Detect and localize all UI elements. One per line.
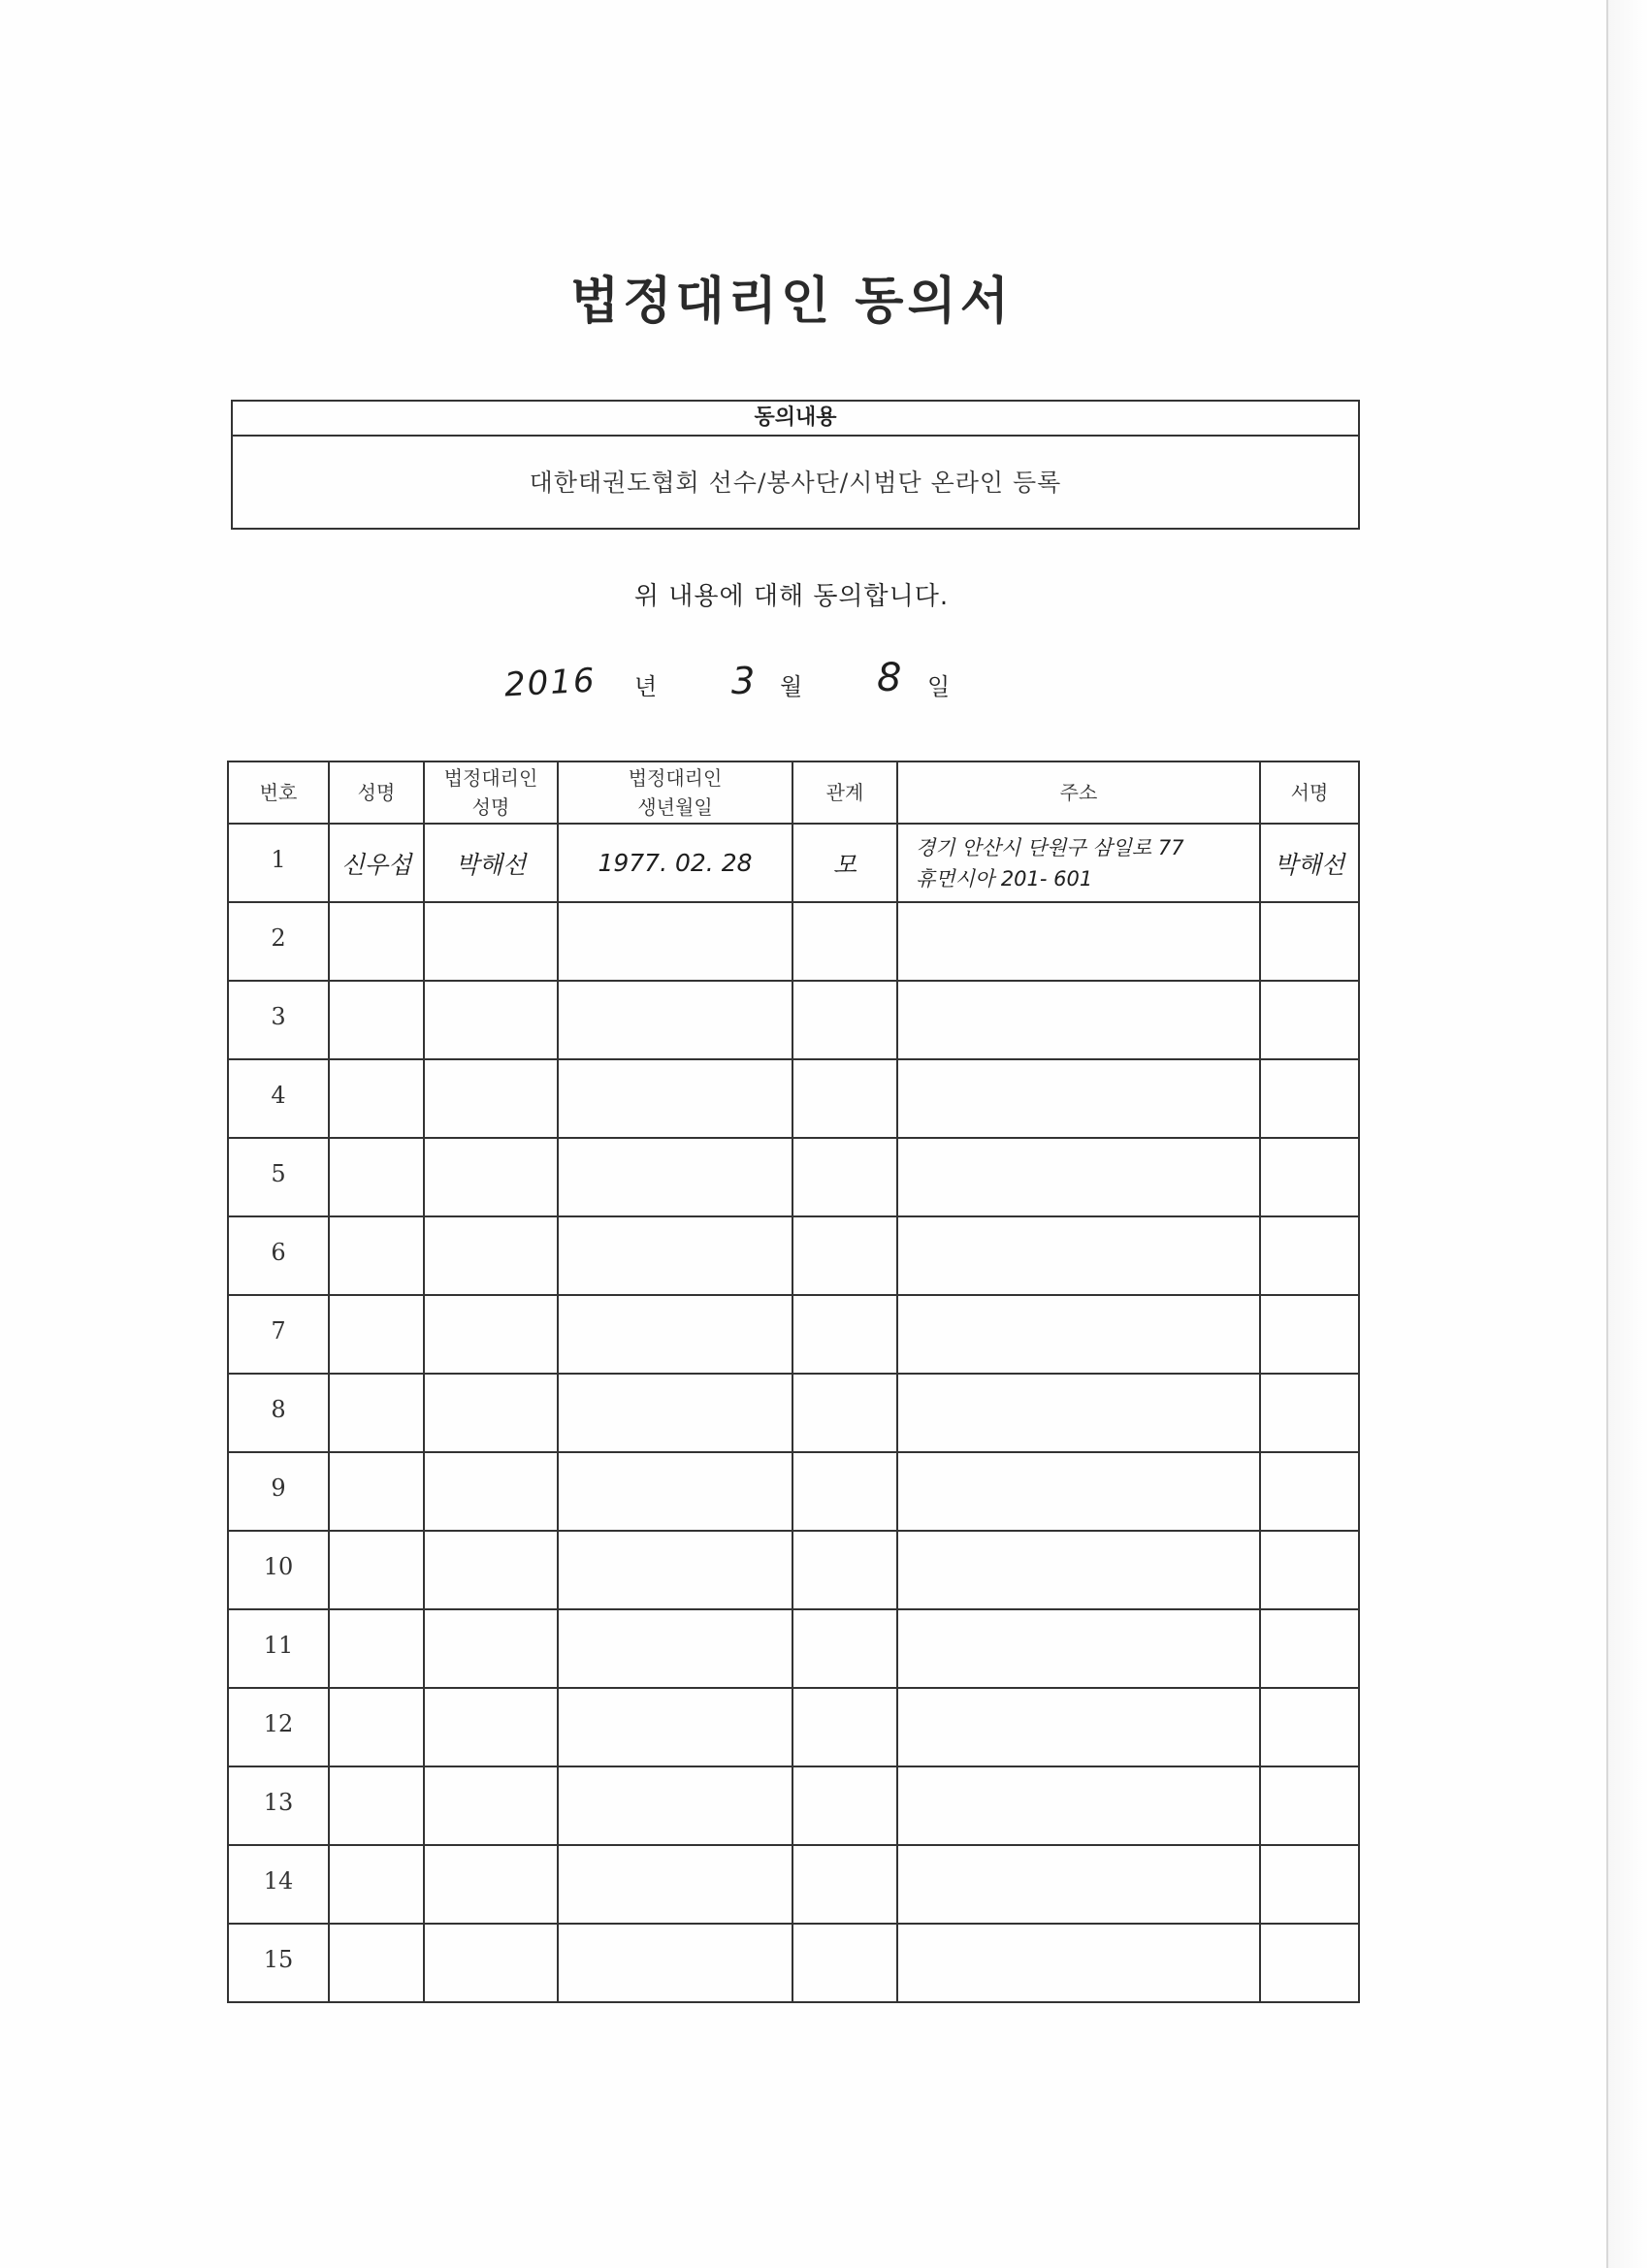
row-address [897, 1216, 1260, 1295]
header-guardian-birth-line1: 법정대리인 [628, 766, 723, 790]
row-relation [792, 981, 897, 1059]
row-relation [792, 1452, 897, 1531]
row-guardian-name-text: 박해선 [455, 850, 527, 879]
row-number: 15 [228, 1924, 329, 2002]
row-guardian-name [424, 1609, 558, 1688]
row-guardian-name [424, 1924, 558, 2002]
row-address-line2: 휴먼시아 201- 601 [916, 866, 1093, 891]
row-name [329, 1216, 424, 1295]
row-address [897, 1609, 1260, 1688]
row-guardian-name [424, 1216, 558, 1295]
date-month-value: 3 [731, 660, 756, 702]
row-signature [1260, 981, 1359, 1059]
row-relation [792, 1138, 897, 1216]
row-address [897, 1295, 1260, 1374]
table-row [228, 1531, 1359, 1609]
row-guardian-birth [558, 1688, 792, 1766]
row-guardian-birth [558, 1295, 792, 1374]
table-row [228, 1059, 1359, 1138]
row-address [897, 1688, 1260, 1766]
row-address [897, 902, 1260, 981]
row-address [897, 1924, 1260, 2002]
table-row [228, 1924, 1359, 2002]
row-relation [792, 1531, 897, 1609]
row-address [897, 981, 1260, 1059]
row-guardian-birth [558, 1609, 792, 1688]
row-signature [1260, 824, 1359, 902]
row-address [897, 1845, 1260, 1924]
row-relation [792, 1609, 897, 1688]
row-guardian-birth [558, 1531, 792, 1609]
row-signature [1260, 1531, 1359, 1609]
row-number: 1 [228, 824, 329, 902]
row-relation [792, 1216, 897, 1295]
row-guardian-name [424, 902, 558, 981]
row-name [329, 824, 424, 902]
row-number: 9 [228, 1452, 329, 1531]
row-address [897, 1766, 1260, 1845]
table-row [228, 1609, 1359, 1688]
row-guardian-birth [558, 1374, 792, 1452]
header-guardian-birth-line2: 생년월일 [637, 795, 713, 819]
date-month-label: 월 [780, 673, 803, 700]
header-number-label: 번호 [259, 781, 298, 804]
row-address [897, 1531, 1260, 1609]
row-name [329, 1766, 424, 1845]
row-number: 13 [228, 1766, 329, 1845]
header-signature-label: 서명 [1290, 781, 1329, 804]
row-guardian-birth [558, 1845, 792, 1924]
row-relation [792, 1924, 897, 2002]
header-name [329, 761, 424, 824]
consent-content-body: 대한태권도협회 선수/봉사단/시범단 온라인 등록 [529, 469, 1062, 497]
row-relation [792, 1766, 897, 1845]
row-relation [792, 1845, 897, 1924]
table-row [228, 1295, 1359, 1374]
row-signature [1260, 1138, 1359, 1216]
row-address [897, 1374, 1260, 1452]
row-relation [792, 1295, 897, 1374]
row-relation-text: 모 [832, 850, 857, 879]
row-address-line1: 경기 안산시 단원구 삼일로 77 [916, 835, 1184, 859]
row-number: 14 [228, 1845, 329, 1924]
row-guardian-name [424, 824, 558, 902]
row-relation [792, 902, 897, 981]
row-guardian-birth [558, 902, 792, 981]
row-signature [1260, 1452, 1359, 1531]
row-number: 12 [228, 1688, 329, 1766]
header-number [228, 761, 329, 824]
header-address-label: 주소 [1059, 781, 1098, 804]
date-day-label: 일 [927, 673, 951, 700]
row-guardian-birth [558, 1924, 792, 2002]
row-address [897, 1452, 1260, 1531]
row-signature [1260, 1688, 1359, 1766]
row-guardian-birth [558, 1059, 792, 1138]
row-name [329, 1374, 424, 1452]
header-name-label: 성명 [357, 781, 396, 804]
date-year-value: 2016 [503, 661, 598, 705]
header-guardian-name-line1: 법정대리인 [443, 766, 538, 790]
consent-content-header: 동의내용 [233, 402, 1358, 437]
row-guardian-birth [558, 1452, 792, 1531]
row-signature [1260, 1216, 1359, 1295]
consent-content-box [231, 400, 1360, 530]
row-guardian-birth [558, 1216, 792, 1295]
row-number: 6 [228, 1216, 329, 1295]
row-name [329, 1688, 424, 1766]
table-row [228, 1216, 1359, 1295]
header-address [897, 761, 1260, 824]
row-name [329, 1138, 424, 1216]
row-name [329, 1295, 424, 1374]
row-signature [1260, 1845, 1359, 1924]
header-relation [792, 761, 897, 824]
row-signature [1260, 1374, 1359, 1452]
row-number: 3 [228, 981, 329, 1059]
row-name [329, 1845, 424, 1924]
row-address [897, 824, 1260, 902]
row-signature [1260, 1766, 1359, 1845]
row-relation [792, 1688, 897, 1766]
row-guardian-birth [558, 1138, 792, 1216]
table-row [228, 1374, 1359, 1452]
document-title: 법정대리인 동의서 [570, 273, 1013, 331]
agree-statement: 위 내용에 대해 동의합니다. [633, 582, 950, 611]
row-name [329, 1609, 424, 1688]
table-body [228, 824, 1359, 2002]
row-name [329, 1452, 424, 1531]
row-guardian-name [424, 1688, 558, 1766]
header-guardian-name-line2: 성명 [471, 795, 510, 819]
table-row [228, 1688, 1359, 1766]
row-guardian-name [424, 1452, 558, 1531]
table-row [228, 1452, 1359, 1531]
row-guardian-name [424, 1059, 558, 1138]
row-number: 5 [228, 1138, 329, 1216]
row-address [897, 1059, 1260, 1138]
table-header-row [228, 761, 1359, 824]
row-number: 8 [228, 1374, 329, 1452]
header-signature [1260, 761, 1359, 824]
row-signature-text: 박해선 [1274, 850, 1345, 879]
row-name [329, 1924, 424, 2002]
table-row [228, 902, 1359, 981]
row-name [329, 902, 424, 981]
row-guardian-birth [558, 981, 792, 1059]
table-row [228, 1138, 1359, 1216]
row-number: 4 [228, 1059, 329, 1138]
row-signature [1260, 1609, 1359, 1688]
row-number: 10 [228, 1531, 329, 1609]
header-guardian-birth [558, 761, 792, 824]
table-row [228, 824, 1359, 902]
row-guardian-name [424, 1295, 558, 1374]
row-signature [1260, 1059, 1359, 1138]
date-day-value: 8 [877, 656, 902, 700]
row-guardian-birth-text: 1977. 02. 28 [598, 849, 753, 877]
row-signature [1260, 1295, 1359, 1374]
scan-edge-shadow [1606, 0, 1649, 2268]
row-guardian-name [424, 981, 558, 1059]
row-number: 7 [228, 1295, 329, 1374]
row-guardian-name [424, 1138, 558, 1216]
row-guardian-name [424, 1845, 558, 1924]
table-row [228, 1845, 1359, 1924]
guardian-consent-table [227, 761, 1360, 2003]
row-address [897, 1138, 1260, 1216]
row-guardian-name [424, 1531, 558, 1609]
row-relation [792, 1374, 897, 1452]
header-guardian-name [424, 761, 558, 824]
row-number: 2 [228, 902, 329, 981]
row-guardian-name [424, 1766, 558, 1845]
header-relation-label: 관계 [825, 781, 864, 804]
row-name [329, 1059, 424, 1138]
row-relation [792, 1059, 897, 1138]
row-guardian-name [424, 1374, 558, 1452]
table-row [228, 981, 1359, 1059]
row-signature [1260, 1924, 1359, 2002]
row-guardian-birth [558, 1766, 792, 1845]
table-row [228, 1766, 1359, 1845]
date-year-label: 년 [634, 673, 658, 700]
row-name-text: 신우섭 [340, 850, 412, 879]
row-name [329, 1531, 424, 1609]
row-name [329, 981, 424, 1059]
row-guardian-birth [558, 824, 792, 902]
row-relation [792, 824, 897, 902]
row-number: 11 [228, 1609, 329, 1688]
row-signature [1260, 902, 1359, 981]
